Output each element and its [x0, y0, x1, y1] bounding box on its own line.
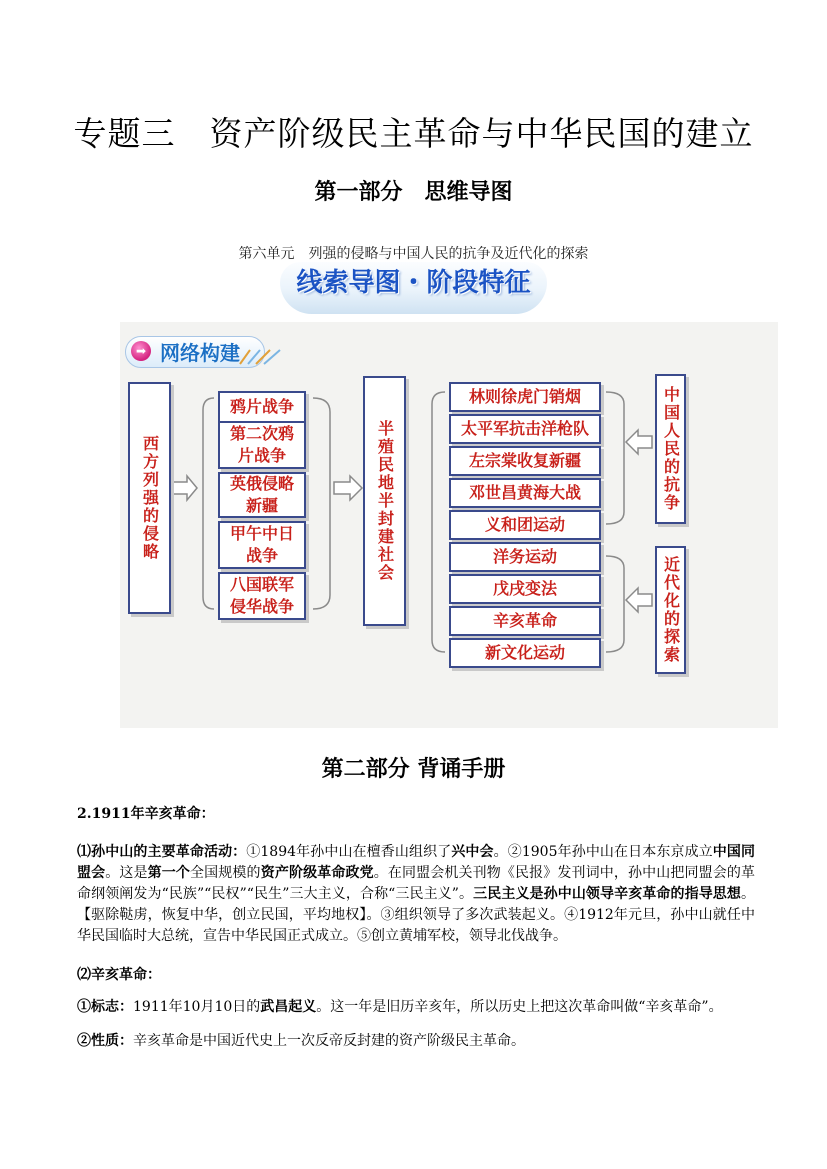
war-box: 第二次鸦片战争 — [218, 421, 306, 469]
unit-line: 第六单元 列强的侵略与中国人民的抗争及近代化的探索 — [238, 246, 589, 262]
right-box-struggle: 中国人民的抗争 — [655, 374, 686, 524]
para-bold: 兴中会 — [451, 844, 494, 860]
center-box-society: 半殖民地半封建社会 — [363, 376, 406, 626]
war-box: 鸦片战争 — [218, 391, 306, 423]
struggle-box: 左宗棠收复新疆 — [449, 446, 601, 476]
para-text: 。这一年是旧历辛亥年，所以历史上把这次革命叫做“辛亥革命”。 — [316, 999, 723, 1015]
para-text: 。【驱除鞑虏，恢复中华，创立民国，平均地权】。③组织领导了多次武装起义。④1912年元旦，孙中山就任中华民国临时大总统，宣告中华民国正式成立。⑤创立黄埔军校，领导北伐战争。 — [77, 886, 755, 944]
rays-decoration — [238, 348, 283, 366]
para-text: ①1894年孙中山在檀香山组织了 — [246, 844, 452, 860]
para-bold: 武昌起义 — [260, 999, 317, 1015]
para-bold: 第一个 — [147, 865, 191, 881]
exploration-box: 洋务运动 — [449, 542, 601, 572]
section-heading: 2.1911年辛亥革命： — [77, 806, 215, 822]
network-label: 网络构建 — [160, 341, 240, 365]
para-text: 。这是 — [105, 865, 148, 881]
arrow-icon: ➡ — [131, 341, 151, 361]
banner-title: 线索导图・阶段特征 — [296, 268, 531, 298]
war-box: 甲午中日战争 — [218, 521, 306, 569]
right-box-exploration: 近代化的探索 — [655, 546, 686, 674]
struggle-box: 林则徐虎门销烟 — [449, 382, 601, 412]
war-box: 英俄侵略新疆 — [218, 472, 306, 518]
page-title: 专题三 资产阶级民主革命与中华民国的建立 — [73, 114, 754, 153]
para-lead: ①标志： — [77, 999, 133, 1015]
left-box-invasion: 西方列强的侵略 — [128, 382, 171, 614]
para-bold: 中国同盟会 — [77, 844, 756, 881]
para-text: 辛亥革命是中国近代史上一次反帝反封建的资产阶级民主革命。 — [133, 1033, 525, 1049]
para-bold: 三民主义是孙中山领导辛亥革命的指导思想 — [473, 886, 741, 902]
struggle-box: 义和团运动 — [449, 510, 601, 540]
part1-title: 第一部分 思维导图 — [314, 180, 513, 205]
para-lead: ⑴孙中山的主要革命活动： — [77, 844, 247, 860]
exploration-box: 新文化运动 — [449, 638, 601, 668]
paragraph-sun-yatsen — [77, 842, 755, 947]
exploration-box: 辛亥革命 — [449, 606, 601, 636]
para-lead: ②性质： — [77, 1033, 133, 1049]
war-box: 八国联军侵华战争 — [218, 572, 306, 620]
para-text: 1911年10月10日的 — [133, 999, 261, 1015]
para-text: 。在同盟会机关刊物《民报》发刊词中，孙中山把同盟会的革命纲领阐发为“民族”“民权”“民生”三大主义，合称“三民主义”。 — [77, 865, 756, 902]
subheading-revolution: ⑵辛亥革命： — [77, 967, 161, 983]
para-text: 。②1905年孙中山在日本东京成立 — [493, 844, 713, 860]
exploration-box: 戊戌变法 — [449, 574, 601, 604]
part2-title: 第二部分 背诵手册 — [321, 757, 506, 782]
paragraph-nature — [77, 1031, 755, 1052]
struggle-box: 太平军抗击洋枪队 — [449, 414, 601, 444]
para-bold: 资产阶级革命政党 — [260, 865, 374, 881]
para-text: 全国规模的 — [190, 865, 261, 881]
struggle-box: 邓世昌黄海大战 — [449, 478, 601, 508]
paragraph-marker — [77, 997, 755, 1018]
